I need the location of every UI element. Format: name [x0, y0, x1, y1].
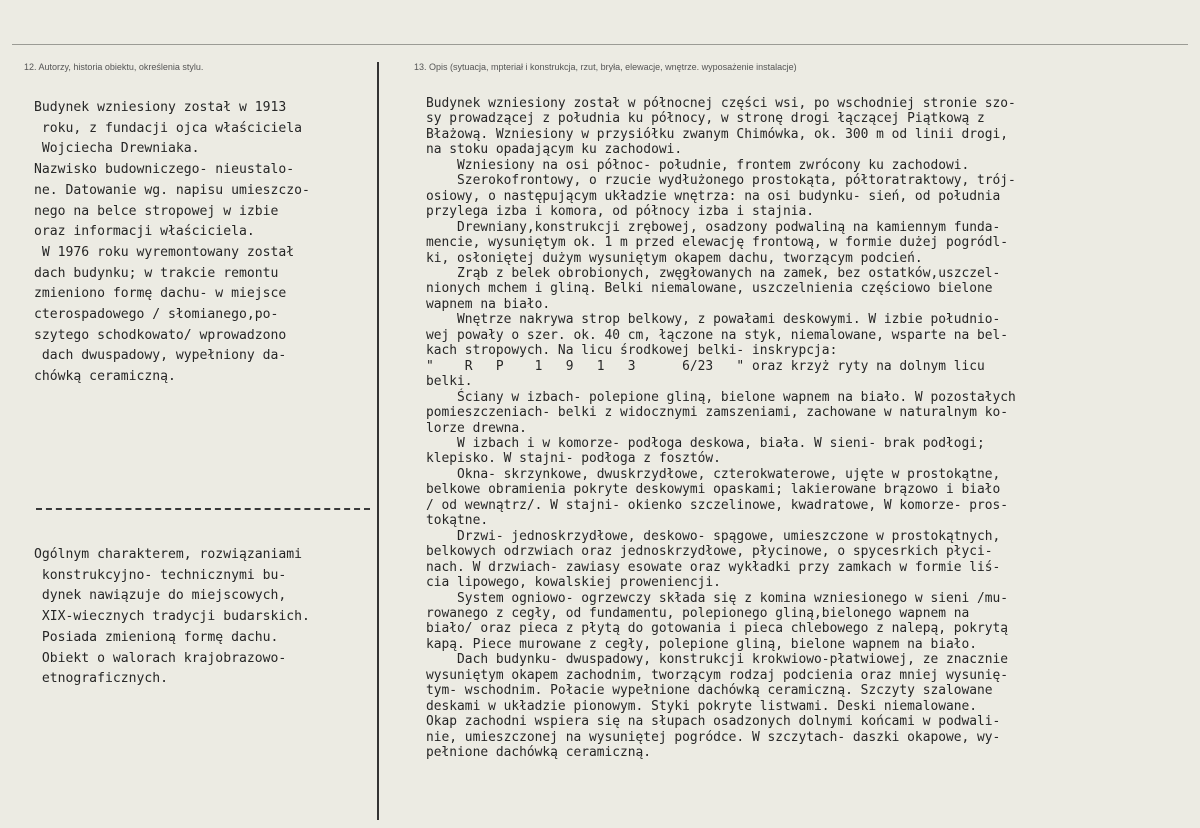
style-text: Ogólnym charakterem, rozwiązaniami konstrukcyjno- technicznymi bu- dynek nawiązuje do miejscowych, XIX-wiecznych tradycji budarskich. Posiada zmienioną formę dachu. Obiekt o walorach krajobrazowo- etnograficznych. — [34, 547, 310, 687]
column-divider — [377, 62, 379, 820]
section-12-heading: 12. Autorzy, historia obiektu, określenia stylu. — [24, 62, 204, 72]
history-text: Budynek wzniesiony został w 1913 roku, z fundacji ojca właściciela Wojciecha Drewniaka. Nazwisko budowniczego- nieustalo- ne. Datowanie wg. napisu umieszczo- nego na belce stropowej w izbie oraz informacji właściciela. W 1976 roku wyremontowany został dach budynku; w trakcie remontu zmieniono formę dachu- w miejsce cterospadowego / słomianego,po- szytego schodkowato/ wprowadzono dach dwuspadowy, wypełniony da- chówką ceramiczną. — [34, 100, 310, 385]
top-divider — [12, 44, 1188, 45]
section-13-heading: 13. Opis (sytuacja, mpteriał i konstrukcja, rzut, bryła, elewacje, wnętrze. wyposażenie instalacje) — [414, 62, 797, 72]
description-text: Budynek wzniesiony został w północnej części wsi, po wschodniej stronie szo- sy prowadzącej z południa ku północy, w stronę drogi łączącej Piątkową z Błażową. Wzniesiony w przysiółku zwanym Chimówka, ok. 300 m od linii drogi, na stoku opadającym ku zachodowi. Wzniesiony na osi północ- południe, frontem zwrócony ku zachodowi. Szerokofrontowy, o rzucie wydłużonego prostokąta, półtoratraktowy, trój- osiowy, o następującym układzie wnętrza: na osi budynku- sień, od południa przylega izba i komora, od północy izba i stajnia. Drewniany,konstrukcji zrębowej, osadzony podwaliną na kamiennym funda- mencie, wysuniętym ok. 1 m przed elewację frontową, w formie dużej pogródl- ki, osłoniętej dużym wysuniętym okapem dachu, tworzącym podcień. Zrąb z belek obrobionych, zwęgłowanych na zamek, bez ostatków,uszczel- nionych mchem i gliną. Belki niemalowane, uszczelnienia częściowo bielone wapnem na biało. Wnętrze nakrywa strop belkowy, z powałami deskowymi. W izbie południo- wej powały o szer. ok. 40 cm, łączone na styk, niemalowane, wsparte na bel- kach stropowych. Na licu środkowej belki- inskrypcja: " R P 1 9 1 3 6/23 " oraz krzyż ryty na dolnym licu belki. Ściany w izbach- polepione gliną, bielone wapnem na biało. W pozostałych pomieszczeniach- belki z widocznymi zamszeniami, zachowane w naturalnym ko- lorze drewna. W izbach i w komorze- podłoga deskowa, biała. W sieni- brak podłogi; klepisko. W stajni- podłoga z fosztów. Okna- skrzynkowe, dwuskrzydłowe, czterokwaterowe, ujęte w prostokątne, belkowe obramienia pokryte deskowymi opaskami; lakierowane brązowo i biało / od wewnątrz/. W stajni- okienko szczelinowe, kwadratowe, W komorze- pros- tokątne. Drzwi- jednoskrzydłowe, deskowo- spągowe, umieszczone w prostokątnych, belkowych odrzwiach oraz jednoskrzydłowe, płycinowe, o spycesrkich płyci- nach. W drzwiach- zawiasy esowate oraz wykładki przy zamkach w formie liś- cia lipowego, kowalskiej proweniencji. System ogniowo- ogrzewczy składa się z komina wzniesionego w sieni /mu- rowanego z cegły, od fundamentu, polepionego gliną,bielonego wapnem na biało/ oraz pieca z płytą do gotowania i pieca chlebowego z nalepą, pokrytą kapą. Piece murowane z cegły, polepione gliną, bielone wapnem na biało. Dach budynku- dwuspadowy, konstrukcji krokwiowo-płatwiowej, ze znacznie wysuniętym okapem zachodnim, tworzącym rodzaj podcienia oraz mniej wysunię- tym- wschodnim. Połacie wypełnione dachówką ceramiczną. Szczyty szalowane deskami w układzie pionowym. Styki pokryte listwami. Deski niemalowane. Okap zachodni wspiera się na słupach osadzonych dolnymi końcami w podwali- nie, umieszczonej na wysuniętej pogródce. W szczytach- daszki okapowe, wy- pełnione dachówką ceramiczną. — [426, 96, 1016, 761]
dashed-separator — [36, 508, 370, 510]
